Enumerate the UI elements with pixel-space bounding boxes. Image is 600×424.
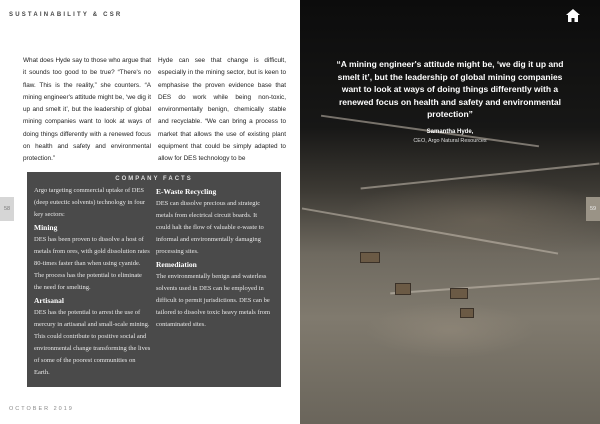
pit-terrace	[361, 162, 600, 189]
body-column-2: Hyde can see that change is difficult, especially in the mining sector, but is keen to emphasise the proven evidence base that DES do work while being non-toxic, environmentally benign, chemically stable and recyclable. “We can bring a process to market that allows the use of existing plant equipment that could be simply adapted to allow for DES technology to be	[158, 57, 286, 163]
fact-heading-artisanal: Artisanal	[34, 296, 64, 305]
drill-rig	[395, 283, 411, 295]
fact-heading-mining: Mining	[34, 223, 58, 232]
haul-truck	[360, 252, 380, 263]
page-number-right: 59	[586, 197, 600, 221]
issue-date: OCTOBER 2019	[9, 406, 74, 412]
pit-terrace	[302, 207, 558, 254]
company-facts-box	[27, 172, 281, 387]
drill-rig	[450, 288, 468, 299]
pit-terrace	[390, 278, 600, 295]
fact-text-remediation: The environmentally benign and waterless solvents used in DES can be employed in difficult to permit jurisdictions. DES can be tailored to dissolve toxic heavy metals from contaminated sites.	[156, 273, 271, 328]
quote-attribution-role: CEO, Argo Natural Resources	[413, 138, 487, 144]
facts-column-2	[156, 185, 273, 331]
fact-text-artisanal: DES has the potential to arrest the use of mercury in artisanal and small-scale mining. This could contribute to positive social and environmental change transforming the lives of some of the poorest communities on Earth.	[34, 309, 151, 376]
fact-heading-remediation: Remediation	[156, 260, 197, 269]
quote-attribution-name: Samantha Hyde,	[426, 129, 474, 135]
pull-quote: “A mining engineer's attitude might be, ‘we dig it up and smelt it’, but the leadership of global mining companies want to look at ways of doing things differently with a renewed focus on health and safety and environmental protection”	[336, 59, 564, 120]
company-facts-title: COMPANY FACTS	[115, 176, 193, 182]
section-title: SUSTAINABILITY & CSR	[9, 12, 123, 18]
fact-heading-e-waste: E-Waste Recycling	[156, 187, 217, 196]
facts-column-1	[34, 185, 151, 379]
page-number-left: 58	[0, 197, 14, 221]
body-column-1: What does Hyde say to those who argue that it sounds too good to be true? “There's no flaw. This is the reality,” she counters. “A mining engineer's attitude might be, ‘we dig it up and smelt it’, but the leadership of global mining companies want to look at ways of doing things differently with a renewed focus on health and safety and environmental protection.”	[23, 57, 151, 163]
facts-intro: Argo targeting commercial uptake of DES (deep eutectic solvents) technology in four key sectors:	[34, 187, 146, 218]
drill-rig	[460, 308, 474, 318]
home-icon[interactable]	[564, 7, 582, 25]
fact-text-mining: DES has been proven to dissolve a host of metals from ores, with gold dissolution rates 80-times faster than when using cyanide. The process has the potential to eliminate the need for smelting.	[34, 236, 150, 291]
fact-text-e-waste: DES can dissolve precious and strategic metals from electrical circuit boards. It could halt the flow of valuable e-waste to informal and environmentally damaging processing sites.	[156, 200, 264, 255]
right-page-photo	[300, 0, 600, 424]
